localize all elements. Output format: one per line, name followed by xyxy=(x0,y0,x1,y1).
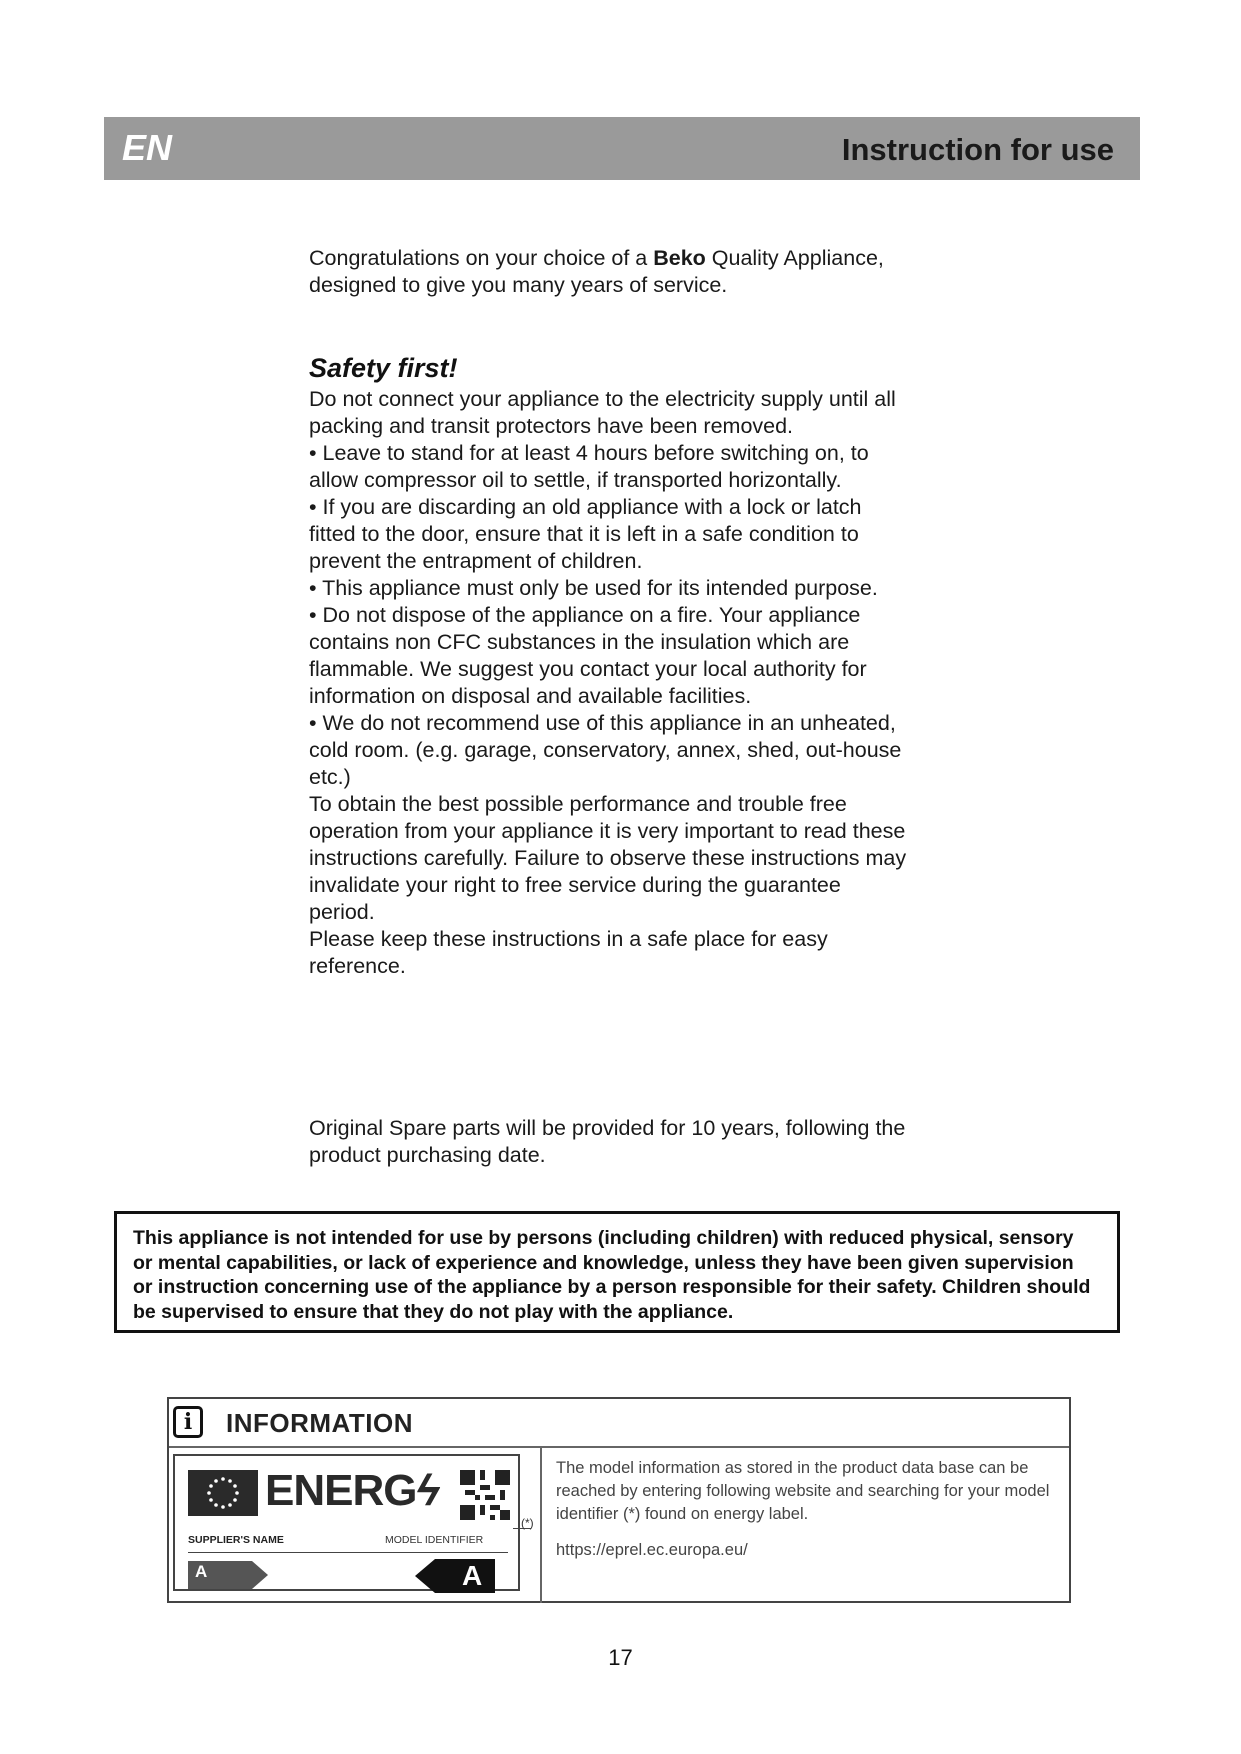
language-code: EN xyxy=(122,127,173,168)
safety-paragraph: Please keep these instructions in a safe place for easy reference. xyxy=(309,927,828,978)
safety-bullet: • We do not recommend use of this appliance in an unheated, cold room. (e.g. garage, conservatory, annex, shed, out-house etc.) xyxy=(309,711,902,789)
energy-label xyxy=(173,1454,520,1591)
information-header xyxy=(169,1399,1069,1448)
identifier-marker: (*) xyxy=(521,1516,534,1530)
header-bar xyxy=(104,117,1140,180)
supplier-name-label: SUPPLIER'S NAME xyxy=(188,1534,284,1546)
safety-paragraph: Do not connect your appliance to the electricity supply until all packing and transit protectors have been removed. xyxy=(309,387,896,438)
brand-name: Beko xyxy=(653,246,706,270)
safety-bullet: • Leave to stand for at least 4 hours before switching on, to allow compressor oil to settle, if transported horizontally. xyxy=(309,441,869,492)
information-panel xyxy=(167,1397,1071,1603)
intro-paragraph xyxy=(309,245,909,299)
safety-heading: Safety first! xyxy=(309,353,458,383)
safety-bullet: • This appliance must only be used for its intended purpose. xyxy=(309,576,878,600)
safety-bullet: • If you are discarding an old appliance with a lock or latch fitted to the door, ensure that it is left in a safe condition to prevent the entrapment of children. xyxy=(309,495,862,573)
information-title: INFORMATION xyxy=(226,1408,413,1438)
model-identifier-label: MODEL IDENTIFIER xyxy=(385,1534,484,1546)
safety-text xyxy=(309,386,909,980)
eu-flag-icon xyxy=(188,1470,258,1516)
document-title: Instruction for use xyxy=(841,132,1114,167)
warning-box: This appliance is not intended for use by persons (including children) with reduced physical, sensory or mental capabilities, or lack of experience and knowledge, unless they have been given supervision or instruction concerning use of the appliance by a person responsible for their safety. Children should be supervised to ensure that they do not play with the appliance. xyxy=(114,1211,1120,1333)
information-text: The model information as stored in the product data base can be reached by entering following website and searching for your model identifier (*) found on energy label. xyxy=(556,1459,1050,1523)
qr-code-icon xyxy=(460,1470,510,1520)
label-divider xyxy=(188,1552,508,1553)
energy-class-arrow-right xyxy=(415,1559,495,1593)
energy-bolt-icon: ϟ xyxy=(416,1466,439,1515)
eprel-link[interactable]: https://eprel.ec.europa.eu/ xyxy=(556,1541,748,1559)
page-number: 17 xyxy=(608,1645,633,1670)
energy-wordmark xyxy=(265,1466,439,1516)
safety-bullet: • Do not dispose of the appliance on a fire. Your appliance contains non CFC substances in the insulation which are flammable. We suggest you contact your local authority for information on disposal and available facilities. xyxy=(309,603,867,708)
energy-class-rating: A xyxy=(462,1560,483,1591)
info-icon: i xyxy=(173,1406,203,1438)
energy-word: ENERG xyxy=(265,1466,417,1515)
spare-parts-note: Original Spare parts will be provided for 10 years, following the product purchasing date. xyxy=(309,1116,906,1167)
intro-text-start: Congratulations on your choice of a xyxy=(309,246,654,270)
safety-paragraph: To obtain the best possible performance and trouble free operation from your appliance it is very important to read these instructions carefully. Failure to observe these instructions may invalidate your right to free service during the guarantee period. xyxy=(309,792,907,924)
intro-text-end: Quality Appliance, designed to give you many years of service. xyxy=(309,246,884,297)
energy-label-area xyxy=(169,1446,542,1603)
energy-class-scale-label: A xyxy=(195,1562,208,1581)
